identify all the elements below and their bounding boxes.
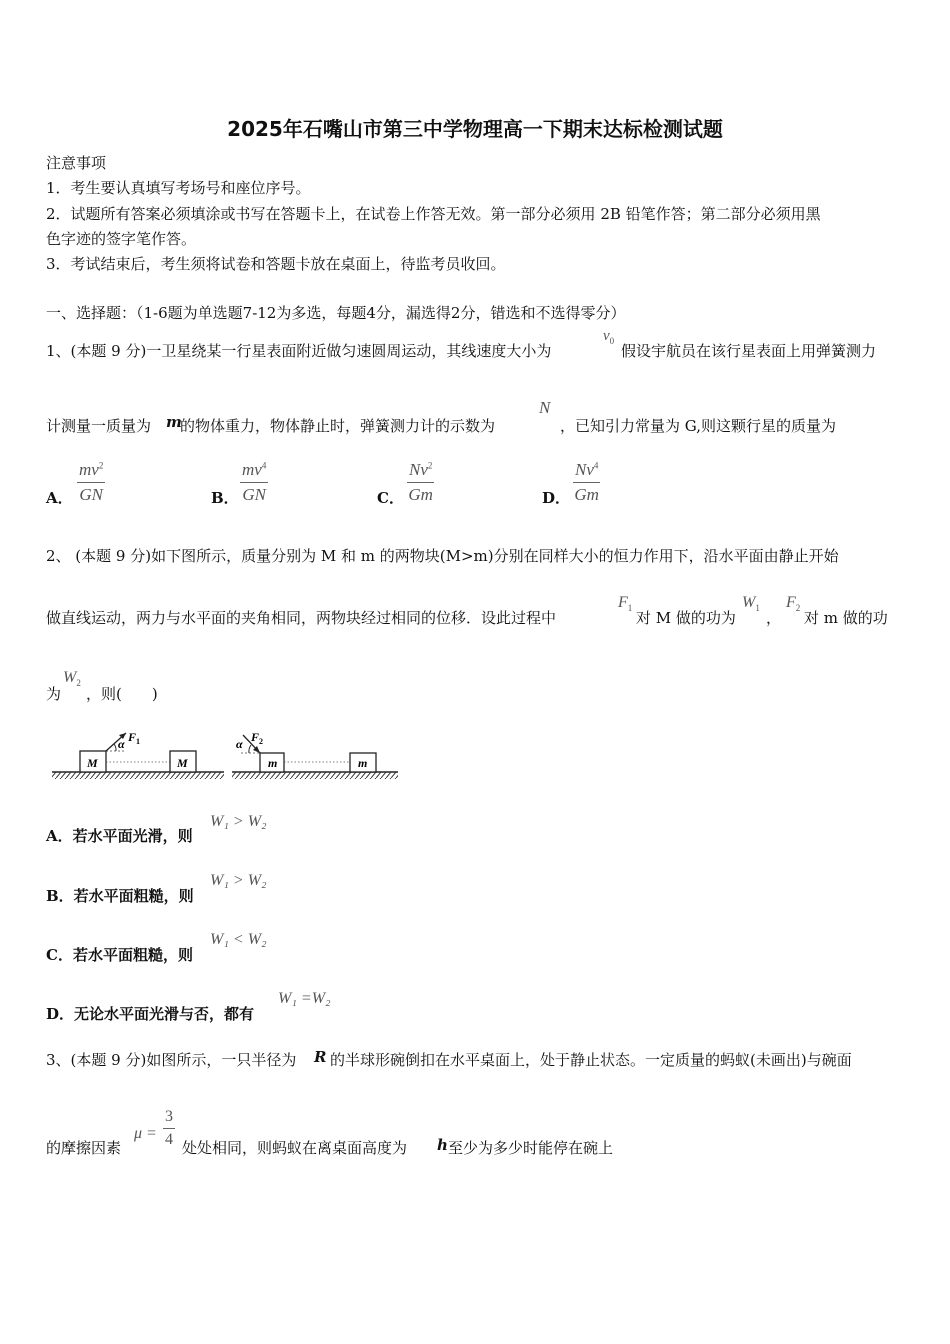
q1-line2c: ，已知引力常量为 G,则这颗行星的质量为 xyxy=(560,417,836,435)
q1-option-d-label[interactable]: D． xyxy=(542,489,571,507)
q2-option-d-expr: W₁ =W₂ xyxy=(278,990,331,1007)
notice-item-2-cont: 色字迹的签字笔作答。 xyxy=(46,230,197,248)
q2-W2-symbol: $W_2$ xyxy=(63,669,81,689)
q3-mu-symbol: μ = xyxy=(134,1125,157,1142)
q1-line1a: 1、(本题 9 分)一卫星绕某一行星表面附近做匀速圆周运动，其线速度大小为 xyxy=(46,342,552,360)
q2-force-diagram xyxy=(46,724,402,782)
q2-option-c[interactable]: C．若水平面粗糙，则 xyxy=(46,946,193,964)
alpha-label-left: α xyxy=(118,737,125,751)
q3-line2a: 的摩擦因素 xyxy=(46,1139,122,1157)
q1-line1b: 假设宇航员在该行星表面上用弹簧测力 xyxy=(621,342,877,360)
q3-line2b: 处处相同，则蚂蚁在离桌面高度为 xyxy=(182,1139,408,1157)
block-m-start-label: m xyxy=(268,756,278,770)
q2-option-b-expr: W₁ > W₂ xyxy=(210,872,267,889)
q2-line2b: 对 M 做的功为 xyxy=(636,609,736,627)
q3-h-symbol: h xyxy=(437,1136,448,1154)
q1-line2a: 计测量一质量为 xyxy=(46,417,152,435)
q2-option-d[interactable]: D．无论水平面光滑与否，都有 xyxy=(46,1005,255,1023)
q1-line2b: 的物体重力，物体静止时，弹簧测力计的示数为 xyxy=(180,417,496,435)
q1-option-b-label[interactable]: B． xyxy=(211,489,239,507)
F1-label-sub: 1 xyxy=(136,737,140,746)
q1-option-a-formula[interactable]: $\frac{mv^2}{GN}$ xyxy=(79,460,104,504)
section-heading: 一、选择题：（1-6题为单选题7-12为多选，每题4分，漏选得2分，错选和不选得零分） xyxy=(46,304,626,322)
q2-F2-symbol: $F_2$ xyxy=(786,594,801,614)
q1-option-c-formula[interactable]: $\frac{Nv^2}{Gm}$ xyxy=(408,460,433,504)
notice-item-2: 2．试题所有答案必须填涂或书写在答题卡上，在试卷上作答无效。第一部分必须用 2B 铅笔作答；第二部分必须用黑 xyxy=(46,205,821,223)
q2-option-b[interactable]: B．若水平面粗糙，则 xyxy=(46,887,194,905)
q2-line3b: ，则( ) xyxy=(86,685,158,703)
q2-line3a: 为 xyxy=(46,685,62,703)
F2-label-sub: 2 xyxy=(259,737,263,746)
q2-W1-symbol: $W_1$ xyxy=(742,594,760,614)
notice-item-1: 1．考生要认真填写考场号和座位序号。 xyxy=(46,179,311,197)
q2-option-a[interactable]: A．若水平面光滑，则 xyxy=(46,827,193,845)
q3-mu-fraction: $\frac{3}{4}$ xyxy=(165,1108,173,1148)
F1-label: F xyxy=(128,730,137,744)
alpha-label-right: α xyxy=(236,737,243,751)
q1-N-symbol: N xyxy=(539,398,551,417)
notice-heading: 注意事项 xyxy=(46,154,107,172)
q2-option-a-expr: W₁ > W₂ xyxy=(210,813,267,830)
q2-line2a: 做直线运动，两力与水平面的夹角相同，两物块经过相同的位移．设此过程中 xyxy=(46,609,557,627)
q2-line2c: ， xyxy=(766,609,782,627)
ground-hatch-right xyxy=(232,772,398,779)
notice-item-3: 3．考试结束后，考生须将试卷和答题卡放在桌面上，待监考员收回。 xyxy=(46,255,506,273)
q1-option-d-formula[interactable]: $\frac{Nv^4}{Gm}$ xyxy=(574,460,599,504)
ground-hatch-left xyxy=(52,772,224,779)
q1-option-b-formula[interactable]: $\frac{mv^4}{GN}$ xyxy=(242,460,267,504)
q2-line1: 2、 (本题 9 分)如下图所示，质量分别为 M 和 m 的两物块(M>m)分别在同样大小的恒力作用下，沿水平面由静止开始 xyxy=(46,547,839,565)
block-m-end-label: m xyxy=(358,756,368,770)
q3-line1a: 3、(本题 9 分)如图所示，一只半径为 xyxy=(46,1051,297,1069)
block-M-start-label: M xyxy=(87,756,98,770)
q1-option-a-label[interactable]: A． xyxy=(46,489,73,507)
page-title: 2025年石嘴山市第三中学物理高一下期末达标检测试题 xyxy=(227,117,723,141)
block-M-end-label: M xyxy=(177,756,188,770)
q2-option-c-expr: W₁ < W₂ xyxy=(210,931,267,948)
q1-m-symbol: m xyxy=(166,413,182,431)
q2-F1-symbol: $F_1$ xyxy=(618,594,633,614)
q3-R-symbol: R xyxy=(314,1048,327,1066)
F2-label: F xyxy=(251,730,260,744)
q1-option-c-label[interactable]: C． xyxy=(377,489,404,507)
q3-line2c: 至少为多少时能停在碗上 xyxy=(448,1139,614,1157)
q2-line2d: 对 m 做的功 xyxy=(804,609,888,627)
q1-v0-symbol: $v_0$ xyxy=(603,328,615,346)
q3-line1b: 的半球形碗倒扣在水平桌面上，处于静止状态。一定质量的蚂蚁(未画出)与碗面 xyxy=(330,1051,852,1069)
